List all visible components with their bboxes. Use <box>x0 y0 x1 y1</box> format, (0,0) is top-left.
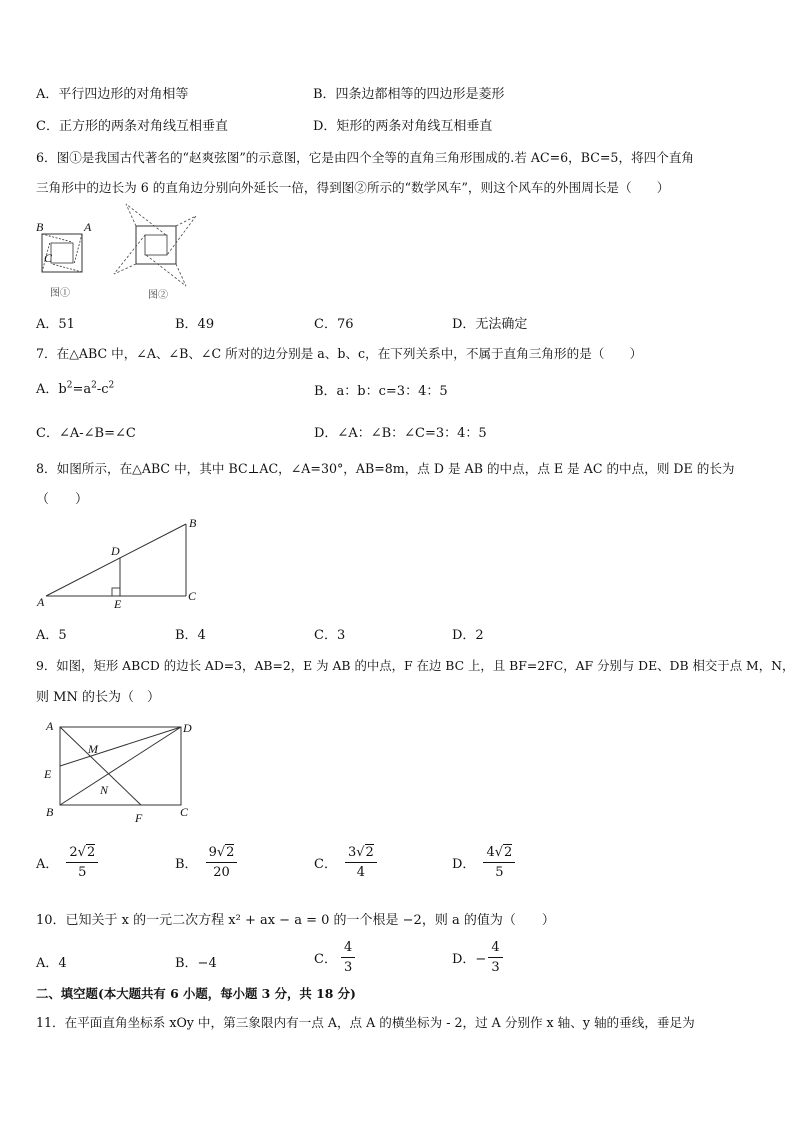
q9-label-f: F <box>135 811 143 825</box>
q8-stem-line1: 8．如图所示，在△ABC 中，其中 BC⊥AC，∠A=30°，AB=8m，点 D 是 AB 的中点，点 E 是 AC 的中点，则 DE 的长为 <box>36 461 735 476</box>
section-fill-in-blank-heading: 二、填空题(本大题共有 6 小题，每小题 3 分，共 18 分) <box>36 986 356 1001</box>
q7-option-d: D．∠A：∠B：∠C=3：4：5 <box>314 426 487 441</box>
q9-label-d: D <box>183 721 192 735</box>
fig1-caption: 图① <box>50 288 70 299</box>
q9-stem-line2: 则 MN 的长为（ ） <box>36 690 160 705</box>
q7-option-c: C．∠A-∠B=∠C <box>36 426 136 441</box>
q9-rectangle-figure <box>40 716 210 828</box>
q9-option-b: B． $\frac{9√2}{20}$ <box>175 845 237 880</box>
q10-option-b: B．−4 <box>175 956 217 971</box>
fig1-label-a: A <box>84 220 92 234</box>
q8-option-d: D．2 <box>452 628 484 643</box>
q6-option-b: B．49 <box>175 317 215 332</box>
q5-option-d: D．矩形的两条对角线互相垂直 <box>313 119 493 134</box>
q8-option-b: B．4 <box>175 628 206 643</box>
q6-figure-1 <box>34 218 92 302</box>
q6-stem-line2: 三角形中的边长为 6 的直角边分别向外延长一倍，得到图②所示的“数学风车”，则这个风车的外围周长是（ ） <box>36 180 670 195</box>
fig2-caption: 图② <box>148 290 168 301</box>
q8-triangle-figure <box>34 514 206 614</box>
q8-label-d: D <box>111 544 120 558</box>
q6-option-c: C．76 <box>314 317 354 332</box>
q10-option-a: A．4 <box>36 956 67 971</box>
q7-stem: 7．在△ABC 中，∠A、∠B、∠C 所对的边分别是 a、b、c，在下列关系中，不属于直角三角形的是（ ） <box>36 346 643 361</box>
q5-option-c: C．正方形的两条对角线互相垂直 <box>36 119 228 134</box>
q7-option-a: A．$b^2=a^2-c^2$ <box>36 380 115 397</box>
q9-label-m: M <box>88 742 98 756</box>
fig1-label-b: B <box>36 220 44 234</box>
q9-label-b: B <box>46 805 54 819</box>
q9-label-a: A <box>46 719 54 733</box>
q6-option-d: D．无法确定 <box>452 317 528 332</box>
q5-option-b: B．四条边都相等的四边形是菱形 <box>313 87 505 102</box>
q10-option-d: D．− $\frac{4}{3}$ <box>452 940 503 975</box>
q8-stem-line2: （ ） <box>36 492 89 507</box>
q6-figure-2 <box>110 202 202 302</box>
q8-label-e: E <box>114 597 122 611</box>
q9-option-a: A． $\frac{2√2}{5}$ <box>36 845 98 880</box>
q5-option-a: A．平行四边形的对角相等 <box>36 87 189 102</box>
q10-stem: 10．已知关于 x 的一元二次方程 x² + ax − a = 0 的一个根是 −2，则 a 的值为（ ） <box>36 913 555 928</box>
q6-option-a: A．51 <box>36 317 75 332</box>
fig1-label-c: C <box>44 251 53 265</box>
q9-label-n: N <box>100 783 109 797</box>
q10-option-c: C． $\frac{4}{3}$ <box>314 940 355 975</box>
q6-stem-line1: 6．图①是我国古代著名的“赵爽弦图”的示意图，它是由四个全等的直角三角形围成的.若 AC=6，BC=5，将四个直角 <box>36 150 695 165</box>
q8-option-a: A．5 <box>36 628 67 643</box>
q9-option-d: D． $\frac{4√2}{5}$ <box>452 845 515 880</box>
q11-stem: 11．在平面直角坐标系 xOy 中，第三象限内有一点 A，点 A 的横坐标为 - 2，过 A 分别作 x 轴、y 轴的垂线，垂足为 <box>36 1015 695 1030</box>
q9-label-e: E <box>44 767 52 781</box>
q8-label-c: C <box>188 589 197 603</box>
q8-label-a: A <box>37 595 45 609</box>
q9-label-c: C <box>180 805 189 819</box>
q9-stem-line1: 9．如图，矩形 ABCD 的边长 AD=3，AB=2，E 为 AB 的中点，F 在边 BC 上，且 BF=2FC，AF 分别与 DE、DB 相交于点 M，N， <box>36 658 794 673</box>
q9-option-c: C． $\frac{3√2}{4}$ <box>314 845 377 880</box>
q8-label-b: B <box>189 516 197 530</box>
q8-option-c: C．3 <box>314 628 346 643</box>
q7-option-b: B．a：b：c=3：4：5 <box>314 384 448 399</box>
